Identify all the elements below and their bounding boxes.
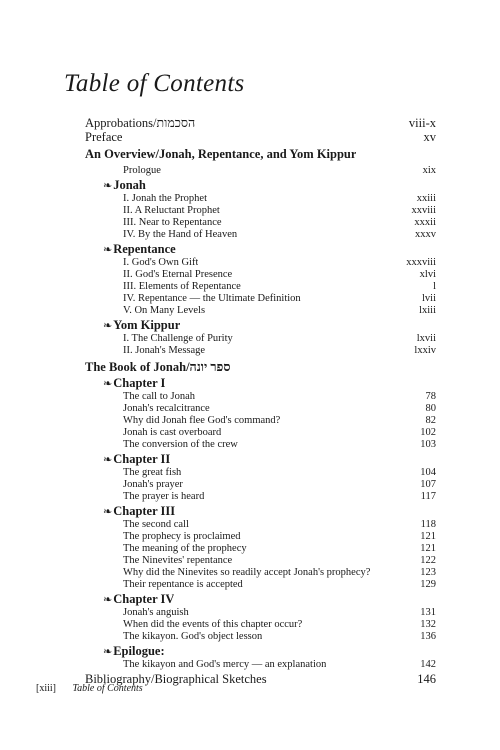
toc-page-number: 146 xyxy=(417,672,436,687)
toc-entry xyxy=(85,439,436,451)
toc-page-number: lvii xyxy=(421,293,436,305)
toc-page-number: 102 xyxy=(420,427,436,439)
toc-page-number: 121 xyxy=(420,531,436,543)
fleuron-ornament-icon: ❧ xyxy=(103,320,113,333)
toc-entry-title: Chapter IV xyxy=(113,592,175,607)
toc-entry-title: Preface xyxy=(85,130,123,144)
toc-section-heading xyxy=(85,504,436,519)
toc-entry-title: When did the events of this chapter occur? xyxy=(123,619,303,631)
toc-entry xyxy=(85,269,436,281)
toc-entry xyxy=(85,217,436,229)
fleuron-ornament-icon: ❧ xyxy=(103,244,113,257)
toc-entry-title: II. Jonah's Message xyxy=(123,345,206,357)
fleuron-ornament-icon: ❧ xyxy=(103,594,113,607)
toc-page-number: 82 xyxy=(425,415,436,427)
toc-page-number: 122 xyxy=(420,555,436,567)
toc-entry xyxy=(85,491,436,503)
toc-page-number: 142 xyxy=(420,659,436,671)
toc-entry-title: Chapter II xyxy=(113,452,171,467)
page-title: Table of Contents xyxy=(64,70,245,97)
toc-entry-title: Repentance xyxy=(113,242,176,257)
toc-entry-title: I. Jonah the Prophet xyxy=(123,193,207,205)
toc-entry xyxy=(85,305,436,317)
toc-part-heading xyxy=(85,360,436,375)
toc-section-heading xyxy=(85,178,436,193)
toc-page-number: xix xyxy=(422,165,436,177)
toc-entry-title: Prologue xyxy=(123,165,161,177)
toc-entry-title: Yom Kippur xyxy=(113,318,181,333)
toc-entry-title: II. God's Eternal Presence xyxy=(123,269,233,281)
toc-entry-title: An Overview/Jonah, Repentance, and Yom Kippur xyxy=(85,147,357,162)
toc-entry-title: The great fish xyxy=(123,467,182,479)
toc-entry xyxy=(85,427,436,439)
toc-top-entry xyxy=(85,117,436,131)
fleuron-ornament-icon: ❧ xyxy=(103,378,113,391)
toc-entry-title: The conversion of the crew xyxy=(123,439,238,451)
footer-page-number: [xiii] xyxy=(36,683,56,694)
fleuron-ornament-icon: ❧ xyxy=(103,506,113,519)
toc-entry xyxy=(85,607,436,619)
toc-page-number: lxvii xyxy=(416,333,436,345)
toc-entry xyxy=(85,403,436,415)
toc-section-heading xyxy=(85,242,436,257)
toc-page-number: 132 xyxy=(420,619,436,631)
toc-entry-title: Why did Jonah flee God's command? xyxy=(123,415,281,427)
toc-entry-title: The second call xyxy=(123,519,189,531)
toc-section-heading xyxy=(85,592,436,607)
fleuron-ornament-icon: ❧ xyxy=(103,454,113,467)
toc-entry xyxy=(85,193,436,205)
toc-page-number: lxxiv xyxy=(414,345,436,357)
toc-page-number: xxviii xyxy=(411,205,436,217)
toc-page-number: 123 xyxy=(420,567,436,579)
toc-entry-title: Jonah's prayer xyxy=(123,479,183,491)
toc-entry xyxy=(85,659,436,671)
toc-entry-title: III. Elements of Repentance xyxy=(123,281,241,293)
toc-entry-title: The call to Jonah xyxy=(123,391,196,403)
toc-entry xyxy=(85,345,436,357)
toc-page-number: xxxii xyxy=(414,217,436,229)
toc-page-number: xlvi xyxy=(419,269,436,281)
toc-section-heading xyxy=(85,644,436,659)
toc-entry-title: Their repentance is accepted xyxy=(123,579,243,591)
toc-page-number: xxxv xyxy=(415,229,436,241)
fleuron-ornament-icon: ❧ xyxy=(103,646,113,659)
toc-entry xyxy=(85,415,436,427)
toc-entry-title: V. On Many Levels xyxy=(123,305,206,317)
toc-entry-title: The Book of Jonah/ספר יונה xyxy=(85,360,231,375)
toc-entry-title: The prophecy is proclaimed xyxy=(123,531,241,543)
toc-entry-title: III. Near to Repentance xyxy=(123,217,222,229)
toc-entry xyxy=(85,619,436,631)
toc-entry xyxy=(85,391,436,403)
toc-entry xyxy=(85,631,436,643)
toc-entry xyxy=(85,567,436,579)
toc-entry-title: Jonah's anguish xyxy=(123,607,189,619)
toc-entry-title: Chapter I xyxy=(113,376,166,391)
toc-entry xyxy=(85,579,436,591)
toc-entry-title: I. The Challenge of Purity xyxy=(123,333,233,345)
toc-page-number: xv xyxy=(423,129,436,144)
toc-entry-title: Approbations/הסכמות xyxy=(85,117,196,130)
toc-page-number: l xyxy=(433,281,436,293)
toc-page-number: xxiii xyxy=(416,193,436,205)
toc-entry xyxy=(85,531,436,543)
toc-entry-title: The meaning of the prophecy xyxy=(123,543,247,555)
toc-entry-title: Jonah is cast overboard xyxy=(123,427,222,439)
table-of-contents xyxy=(85,117,436,687)
toc-page-number: xxxviii xyxy=(406,257,436,269)
toc-entry-title: Jonah's recalcitrance xyxy=(123,403,210,415)
toc-page-number: 104 xyxy=(420,467,436,479)
toc-section-heading xyxy=(85,452,436,467)
toc-entry xyxy=(85,257,436,269)
toc-entry xyxy=(85,333,436,345)
toc-page-number: 107 xyxy=(420,479,436,491)
toc-intro-entry xyxy=(85,164,436,177)
toc-page-number: 78 xyxy=(425,391,436,403)
toc-entry-title: II. A Reluctant Prophet xyxy=(123,205,220,217)
toc-entry-title: IV. Repentance — the Ultimate Definition xyxy=(123,293,301,305)
toc-entry xyxy=(85,479,436,491)
toc-page-number: 129 xyxy=(420,579,436,591)
toc-entry xyxy=(85,293,436,305)
toc-entry-title: Bibliography/Biographical Sketches xyxy=(85,673,267,687)
toc-entry xyxy=(85,555,436,567)
toc-entry-title: Jonah xyxy=(113,178,146,193)
toc-entry-title: The Ninevites' repentance xyxy=(123,555,233,567)
toc-page-number: 121 xyxy=(420,543,436,555)
toc-entry-title: Epilogue: xyxy=(113,644,165,659)
toc-entry-title: Why did the Ninevites so readily accept Jonah's prophecy? xyxy=(123,567,371,579)
toc-entry-title: IV. By the Hand of Heaven xyxy=(123,229,238,241)
toc-section-heading xyxy=(85,318,436,333)
toc-page-number: viii-x xyxy=(408,116,436,130)
toc-part-heading xyxy=(85,147,436,162)
fleuron-ornament-icon: ❧ xyxy=(103,180,113,193)
toc-page-number: lxiii xyxy=(419,305,436,317)
toc-entry xyxy=(85,467,436,479)
toc-top-entry xyxy=(85,131,436,145)
toc-entry-title: The kikayon. God's object lesson xyxy=(123,631,263,643)
toc-entry-title: I. God's Own Gift xyxy=(123,257,199,269)
toc-page-number: 80 xyxy=(425,403,436,415)
toc-entry xyxy=(85,229,436,241)
toc-page-number: 117 xyxy=(420,491,436,503)
toc-entry-title: The kikayon and God's mercy — an explanation xyxy=(123,659,327,671)
toc-page-number: 131 xyxy=(420,607,436,619)
toc-page-number: 118 xyxy=(420,519,436,531)
toc-entry-title: Chapter III xyxy=(113,504,176,519)
page-footer xyxy=(36,683,143,694)
toc-entry xyxy=(85,281,436,293)
footer-running-title: Table of Contents xyxy=(72,683,143,694)
toc-section-heading xyxy=(85,376,436,391)
toc-entry xyxy=(85,519,436,531)
toc-entry-title: The prayer is heard xyxy=(123,491,205,503)
toc-page-number: 136 xyxy=(420,631,436,643)
toc-page-number: 103 xyxy=(420,439,436,451)
toc-entry xyxy=(85,543,436,555)
toc-entry xyxy=(85,205,436,217)
